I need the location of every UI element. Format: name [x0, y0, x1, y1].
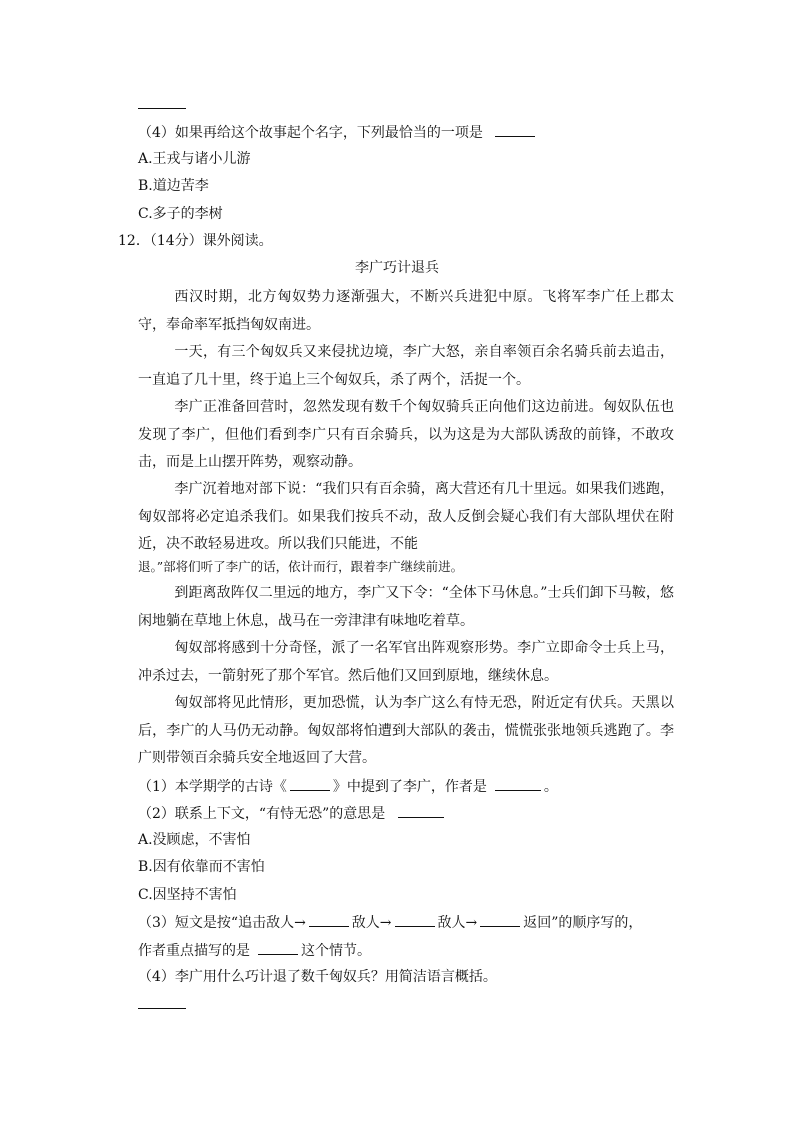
blank-line[interactable]	[138, 94, 186, 109]
passage-paragraph-4b: 退。”部将们听了李广的话，依计而行，跟着李广继续前进。	[138, 559, 464, 574]
sub2-option-b[interactable]: B.因有依靠而不害怕	[138, 859, 265, 875]
sequence-blank-2[interactable]	[395, 912, 435, 927]
sub2-option-c[interactable]: C.因坚持不害怕	[138, 887, 237, 903]
sub-question-1-text-b: 》中提到了李广，作者是	[332, 779, 487, 795]
answer-blank-bottom[interactable]	[138, 994, 189, 1015]
passage-paragraph-4a: 李广沉着地对部下说：“我们只有百余骑，离大营还有几十里远。如果我们逃跑，匈奴部将必定追杀我们。如果我们按兵不动，敌人反倒会疑心我们有大部队埋伏在附近，决不敢轻易进攻。所以我们只能进，不能	[138, 481, 674, 552]
option-a[interactable]: A.王戎与诸小儿游	[138, 151, 251, 167]
passage-paragraph-5: 到距离敌阵仅二里远的地方，李广又下令：“全体下马休息。”士兵们卸下马鞍，悠闲地躺在草地上休息，战马在一旁津津有味地吃着草。	[138, 585, 674, 629]
answer-blank-top[interactable]	[138, 94, 189, 115]
question-12-number: 12．（14分）课外阅读。	[118, 233, 273, 249]
question-4-prev	[138, 122, 538, 143]
option-c[interactable]: C.多子的李树	[138, 206, 223, 222]
poem-title-blank[interactable]	[290, 776, 330, 791]
passage-paragraph-7: 匈奴部将见此情形，更加恐慌，认为李广这么有恃无恐，附近定有伏兵。天黑以后，李广的人马仍无动静。匈奴部将怕遭到大部队的袭击，慌慌张张地领兵逃跑了。李广则带领百余骑兵安全地返回了大营。	[138, 695, 674, 766]
answer-blank[interactable]	[398, 803, 444, 818]
sub-question-3	[138, 912, 642, 933]
focus-plot-blank[interactable]	[258, 940, 298, 955]
sub-question-2	[138, 803, 447, 824]
passage-title: 李广巧计退兵	[355, 260, 439, 276]
sub-question-4: （4）李广用什么巧计退了数千匈奴兵？用简洁语言概括。	[138, 969, 497, 985]
sub-question-3-text-e: 作者重点描写的是	[138, 943, 250, 959]
passage-paragraph-3: 李广正准备回营时，忽然发现有数千个匈奴骑兵正向他们这边前进。匈奴队伍也发现了李广，但他们看到李广只有百余骑兵，以为这是为大部队诱敌的前锋，不敢攻击，而是上山摆开阵势，观察动静。	[138, 399, 674, 470]
sub-question-3-text-f: 这个情节。	[301, 943, 371, 959]
sequence-blank-3[interactable]	[480, 912, 520, 927]
sub-question-1	[138, 776, 558, 797]
sequence-blank-1[interactable]	[309, 912, 349, 927]
sub-question-3-line-2	[138, 940, 371, 961]
question-stem: （4）如果再给这个故事起个名字，下列最恰当的一项是	[138, 125, 483, 141]
sub-question-3-text-b: 敌人→	[351, 915, 392, 931]
passage-paragraph-6: 匈奴部将感到十分奇怪，派了一名军官出阵观察形势。李广立即命令士兵上马，冲杀过去，一箭射死了那个军官。然后他们又回到原地，继续休息。	[138, 640, 674, 684]
option-b[interactable]: B.道边苦李	[138, 178, 209, 194]
sub-question-3-text-d: 返回”的顺序写的，	[523, 915, 643, 931]
author-blank[interactable]	[495, 776, 541, 791]
sub-question-1-text-a: （1）本学期学的古诗《	[138, 779, 287, 795]
passage-paragraph-2: 一天，有三个匈奴兵又来侵扰边境，李广大怒，亲自率领百余名骑兵前去追击，一直追了几十里，终于追上三个匈奴兵，杀了两个，活捉一个。	[138, 344, 674, 388]
sub-question-1-text-c: 。	[543, 779, 558, 795]
sub-question-2-stem: （2）联系上下文，“有恃无恐”的意思是	[138, 806, 386, 822]
sub-question-3-text-c: 敌人→	[437, 915, 478, 931]
sub-question-3-text-a: （3）短文是按“追击敌人→	[138, 915, 306, 931]
sub2-option-a[interactable]: A.没顾虑，不害怕	[138, 832, 251, 848]
blank-line[interactable]	[138, 994, 186, 1009]
answer-blank[interactable]	[495, 122, 535, 137]
passage-paragraph-1: 西汉时期，北方匈奴势力逐渐强大，不断兴兵进犯中原。飞将军李广任上郡太守，奉命率军抵挡匈奴南进。	[138, 289, 674, 333]
